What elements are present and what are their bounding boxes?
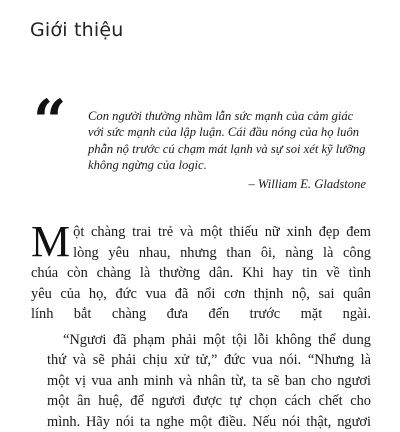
body-line: ột chàng trai trẻ và một thiếu nữ xinh đẹp đem (31, 222, 371, 243)
body-line: yêu của họ, đức vua đã nổi cơn thịnh nộ, sai quân (31, 284, 371, 305)
body-text (31, 222, 371, 432)
epigraph-quote (88, 108, 388, 173)
epigraph-line: không ngừng của logic. (88, 157, 388, 173)
section-title: Giới thiệu (30, 19, 123, 41)
epigraph-attribution: – William E. Gladstone (248, 177, 366, 192)
body-line: chúa còn chàng là thường dân. Khi hay tin về tình (31, 263, 371, 284)
body-line: một vị vua anh minh và nhân từ, ta sẽ ban cho ngươi (31, 371, 371, 392)
epigraph-line: với sức mạnh của lập luận. Cái đầu nóng của họ luôn (88, 124, 388, 140)
epigraph-line: phẫn nộ trước cú chạm mát lạnh và sự soi xét kỹ lưỡng (88, 141, 388, 157)
body-line: mình. Hãy nói ta nghe một điều. Nếu nói thật, ngươi (31, 412, 371, 432)
paragraph-2 (31, 330, 371, 432)
paragraph-1 (31, 222, 371, 325)
epigraph-line: Con người thường nhầm lẫn sức mạnh của cảm giác (88, 108, 388, 124)
drop-cap: M (31, 224, 70, 260)
body-line: thứ và sẽ phải chịu xử tử,” đức vua nói. “Nhưng là (31, 350, 371, 371)
body-line: một ân huệ, để ngươi được tự chọn cách chết cho (31, 391, 371, 412)
body-line: lòng yêu nhau, nhưng than ôi, nàng là công (31, 243, 371, 264)
body-line: lính bắt chàng đưa đến trước mặt ngài. (31, 304, 371, 325)
quote-mark-icon: “ (33, 92, 66, 150)
body-line: “Ngươi đã phạm phải một tội lỗi không thể dung (31, 330, 371, 351)
